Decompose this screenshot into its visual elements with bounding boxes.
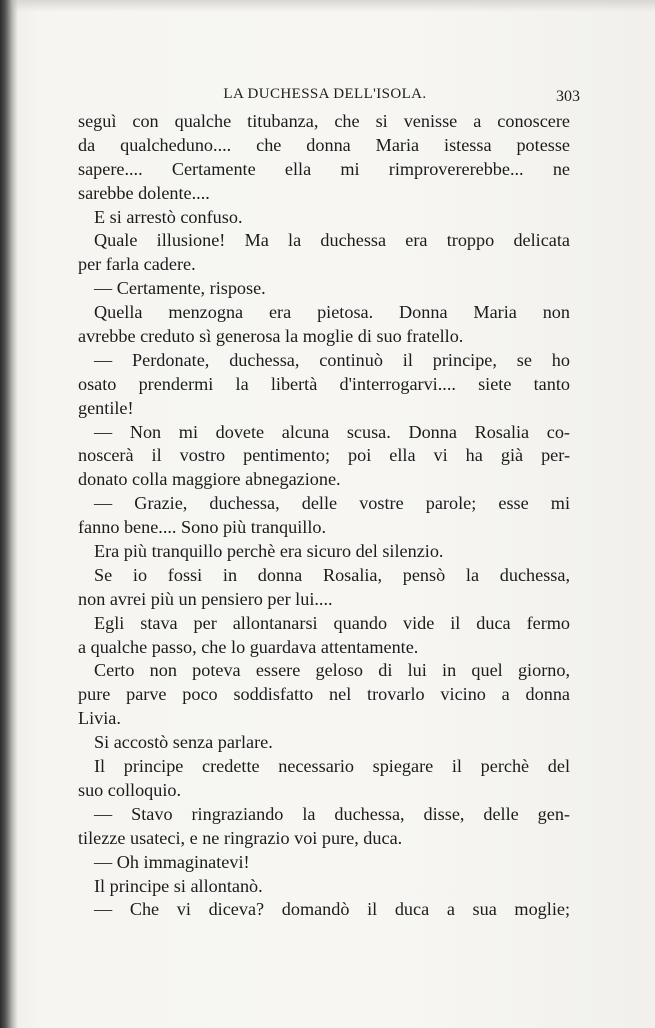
text-line: Livia. bbox=[78, 708, 121, 729]
text-line: seguì con qualche titubanza, che si venisse a conoscere bbox=[78, 111, 570, 131]
text-line: E si arrestò confuso. bbox=[94, 206, 243, 227]
text-line: fanno bene.... Sono più tranquillo. bbox=[78, 517, 327, 538]
text-line: sapere.... Certamente ella mi rimprovererebbe... ne bbox=[78, 158, 570, 179]
text-line: donato colla maggiore abnegazione. bbox=[78, 469, 341, 490]
text-line: osato prendermi la libertà d'interrogarvi.... siete tanto bbox=[78, 373, 570, 394]
text-line: — Stavo ringraziando la duchessa, disse, delle gen- bbox=[94, 803, 570, 824]
text-line: Il principe credette necessario spiegare il perchè del bbox=[94, 756, 570, 777]
text-line: — Grazie, duchessa, delle vostre parole; esse mi bbox=[94, 493, 570, 514]
page-top-edge bbox=[0, 0, 655, 12]
text-line: Egli stava per allontanarsi quando vide il duca fermo bbox=[94, 612, 570, 633]
text-line: non avrei più un pensiero per lui.... bbox=[78, 588, 333, 609]
text-line: Quella menzogna era pietosa. Donna Maria non bbox=[94, 302, 570, 323]
text-line: Certo non poteva essere geloso di lui in quel giorno, bbox=[94, 660, 570, 681]
text-line: — Che vi diceva? domandò il duca a sua moglie; bbox=[94, 899, 570, 920]
text-line: da qualcheduno.... che donna Maria istessa potesse bbox=[78, 134, 570, 155]
text-line: — Non mi dovete alcuna scusa. Donna Rosalia co- bbox=[94, 421, 570, 442]
text-line: gentile! bbox=[78, 397, 134, 418]
text-line: — Perdonate, duchessa, continuò il principe, se ho bbox=[94, 349, 570, 370]
text-line: Quale illusione! Ma la duchessa era troppo delicata bbox=[94, 230, 570, 251]
text-line: a qualche passo, che lo guardava attentamente. bbox=[78, 636, 419, 657]
running-title: LA DUCHESSA DELL'ISOLA. bbox=[223, 86, 427, 102]
text-line: noscerà il vostro pentimento; poi ella vi ha già per- bbox=[78, 445, 570, 466]
text-line: Era più tranquillo perchè era sicuro del silenzio. bbox=[94, 541, 444, 562]
text-line: Si accostò senza parlare. bbox=[94, 732, 273, 753]
text-line: Se io fossi in donna Rosalia, pensò la duchessa, bbox=[94, 564, 570, 585]
text-line: sarebbe dolente.... bbox=[78, 182, 210, 203]
body-text bbox=[78, 110, 578, 922]
text-line: tilezze usateci, e ne ringrazio voi pure, duca. bbox=[78, 827, 403, 848]
text-line: avrebbe creduto sì generosa la moglie di suo fratello. bbox=[78, 326, 464, 347]
text-line: pure parve poco soddisfatto nel trovarlo vicino a donna bbox=[78, 684, 570, 705]
page-header bbox=[70, 86, 580, 110]
text-line: suo colloquio. bbox=[78, 779, 182, 800]
text-line: Il principe si allontanò. bbox=[94, 875, 263, 896]
book-spine-shadow bbox=[0, 0, 18, 1028]
text-line: — Certamente, rispose. bbox=[94, 278, 266, 299]
text-line: — Oh immaginatevi! bbox=[94, 851, 250, 872]
page-number: 303 bbox=[556, 88, 580, 105]
text-line: per farla cadere. bbox=[78, 254, 196, 275]
